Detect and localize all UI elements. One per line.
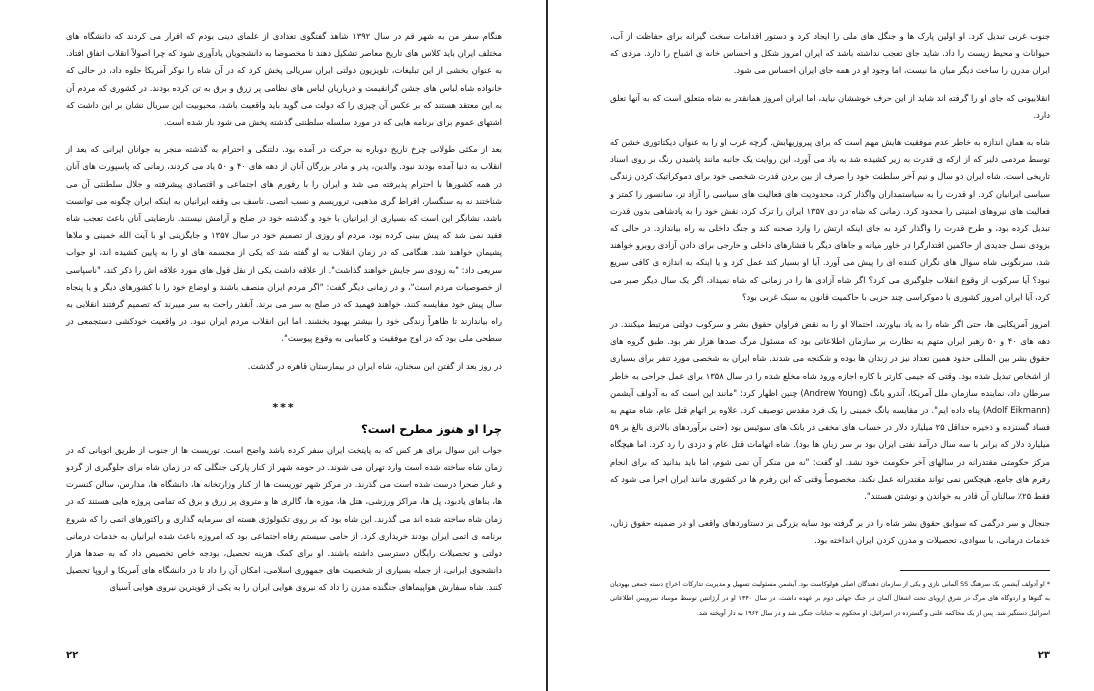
left-paragraph-3: در روز بعد از گفتن این سخنان، شاه ایران در بیمارستان قاهره در گذشت.: [247, 360, 502, 371]
right-page: [548, 0, 1094, 691]
section-paragraph: جواب این سوال برای هر کس که به پایتخت ایران سفر کرده باشد واضح است. توریست ها از جنوب از طریق اتوبانی که در زمان شاه ساخته شده است وارد تهران می شوند. در حومه شهر از کنار پارکی جنگلی که در زمان شاه برای جلوگیری از گردو و غبار صحرا درست شده است می گذرند. در مرکز شهر توریست ها از کنار وزارتخانه ها، دانشگاه ها، مدارس، سالن کنسرت ها، بناهای یادبود، پل ها، مراکز ورزشی، هتل ها، موزه ها، گالری ها و متروی پر زرق و برق که تمامی پروژه هایی هستند که در زمان شاه ساخته شده اند می گذرند. این شاه بود که بر روی تکنولوژی هسته ای سرمایه گذاری و راکتورهای اتمی را که شروع برنامه ی اتمی ایران بودند خریداری کرد. از حامی سیستم رفاه اجتماعی بود که امروزه باعث شده ایرانیان به خدمات درمانی دولتی و تحصیلات رایگان دسترسی داشته باشند. او برای کمک هزینه تحصیل، بودجه خاص تخصیص داد که به صدها هزار دانشجوی ایرانی، از جمله بسیاری از شخصیت های جمهوری اسلامی، امکان آن را داد تا در دانشگاه های آمریکا و اروپا تحصیل کنند. شاه سفارش هواپیماهای جنگنده مدرن را داد که نیروی هوایی ایران را به یکی از قویترین نیروی هوایی آسیای: [66, 444, 502, 593]
left-paragraph-2: بعد از مکثی طولانی چرخ تاریخ دوباره به حرکت در آمده بود. دلتنگی و احترام به گذشته منجر به جوانان ایرانی که بعد از انقلاب به دنیا آمده بودند نبود. والدین، پدر و مادر بزرگان آنان از دهه های ۴۰ و ۵۰ یاد می کردند، زمانی که پاسپورت های آنان در همه کشورها با احترام پذیرفته می شد و ایران را با رفورم های اجتماعی و اقتصادی پیشرفته و جلال سلطنتی آن می شناختند نه به سنگسار، افراط گری مذهبی، تروریسم و نسب انصی. تاسف بی وقفه ایرانیان به اینکه ایران چگونه می توانست باشد، نشانگر این است که بسیاری از ایرانیان با خود و گذشته خود در صلح و آرامش نیستند. نارضایتی آنان باعث تعجب شاه فقید نمی شد که پیش بینی کرده بود، مردم او روزی از تصمیم خود در سال ۱۳۵۷ و جایگزینی او با آیت الله خمینی و ملاها پشیمان خواهند شد. هنگامی که در زمان انقلاب به او گفته شد که یکی از مجسمه های او را به پایین کشیده اند، او جواب سریعی داد: "به زودی سر جایش خواهند گذاشت". از علاقه داشت یکی از نقل قول های مورد علاقه اش را ذکر کند، "ناسپاسی از خصوصیات مردم است"، و در زمانی دیگر گفت: "اگر مردم ایران منصف باشند و اوضاع خود را با کشورهای دیگر و یا پنجاه سال پیش خود مقایسه کنند، خواهند فهمید که در صلح به سر می برند. آنقدر راحت به سر میبرند که تصمیم گرفتند انقلابی به راه بیاندازند تا ظاهراً زندگی خود را بیشتر بهبود بخشند. اما این انقلاب مردم ایران نبود. در واقعیت خودکشی دستجمعی در سطحی ملی بود که در اوج موفقیت و کامیابی به وقوع پیوست".: [66, 144, 503, 344]
right-paragraph-5: جنجال و سر درگمی که سوابق حقوق بشر شاه را در بر گرفته بود سایه بزرگی بر دستاوردهای واقعی او در ضمینه حقوق زنان، خدمات درمانی، با سوادی، تحصیلات و مدرن کردن ایران انداخته بود.: [610, 518, 1050, 546]
left-page: [0, 0, 546, 691]
right-paragraph-2: انقلابیونی که جای او را گرفته اند شاید از این حرف خوششان نیاید، اما ایران امروز همانقدر به شاه متعلق است که به آنها تعلق دارد.: [610, 92, 1050, 120]
right-paragraph-3: شاه به همان اندازه به خاطر عدم موفقیت هایش مهم است که برای پیروزیهایش. گرچه غرب او را به عنوان دیکتاتوری خشن که توسط مردمی دلیر که از ارکه ی قدرت به زیر کشیده شد به یاد می آورد، این روایت یک جانبه مانند پاشیدن رنگ بر روی اسناد تاریخی است. شاه ایران دو سال و نیم آخر سلطنت خود را صرف از بین بردن قدرت شخصی خود برای دموکراتیک کردن زندگی سیاسی ایرانیان کرد. او قدرت را به سیاستمداران واگذار کرد، محدودیت های فعالیت های سیاسی را آزاد تر، سانسور را کمتر و فعالیت های نیروهای امنیتی را محدود کرد. زمانی که شاه در دی ۱۳۵۷ ایران را ترک کرد، نقش خود را به پادشاهی بدون قدرت تبدیل کرده بود، و طرح قدرت را واگذار کرد به جای اینکه ارتش را وارد صحنه کند و جنگ داخلی به راه بیاندازد. در حالی که بزودی نسل جدیدی از حاکمین اقتدارگرا در خاور میانه و جاهای دیگر با فشارهای داخلی و خارجی برای دادن آزادی روبرو خواهند شد، سرنگونی شاه سوال های نگران کننده ای را پیش می آورد. آیا او بسیار کند عمل کرد و یا اینکه به اندازه ی کافی سریع نبود؟ آیا سرکوب از وقوع انقلاب جلوگیری می کرد؟ اگر شاه آزادی ها را در زمانی که شاه نمیداد، اگر یک سال دیگر صبر می کرد، آیا ایران امروز کشوری با دموکراسی چند حزبی با حاکمیت قانون به سبک غربی بود؟: [610, 137, 1050, 302]
right-page-number: ۲۳: [1037, 650, 1050, 661]
section-separator: ***: [272, 400, 296, 414]
section-title: چرا او هنوز مطرح است؟: [361, 421, 502, 436]
right-paragraph-4: امروز آمریکایی ها، حتی اگر شاه را به یاد بیاورند، احتمالا او را به نقض فراوان حقوق بشر و سرکوب دولتی مرتبط میکنند. در دهه های ۴۰ و ۵۰ رهبر ایران متهم به نظارت بر سازمان اطلاعاتی بود که مسئول مرگ صدها هزار نفر بود. طبق گروه های حقوق بشر بین المللی حدود همین تعداد نیز در زندان ها بوده و شکنجه می شدند. شاه ایران به شخصی مورد تنفر برای بسیاری از اشخاص تبدیل شده بود. وقتی که جیمی کارتر با کاره اجازه ورود شاه مخلع شده را در سال ۱۳۵۸ برای عمل جراحی به خاطر سرطان داد، نماینده سازمان ملل آمریکا، آندرو یانگ (Andrew Young) چنین اظهار کرد: "مانند این است که به آدولف آیشمن (Adolf Eikmann) پناه داده ایم". در مقایسه یانگ خمینی را یک فرد مقدس توصیف کرد. علاوه بر اتهام قتل عام، شاه متهم به فساد گسترده و ذخیره حداقل ۲۵ میلیارد دلار در حساب های مخفی در بانک های سوئیس بود (حتی برآوردهای بالاتری بالغ بر ۵۹ میلیارد دلار که برابر با سه سال درآمد نفتی ایران بود بر سر زبان ها بود). شاه اتهامات قتل عام و دزدی را رد کرد. اما هیچگاه مرکز حکومتی مقتدرانه در سالهای آخر حکومت خود نشد. او گفت: "نه من منکر آن نمی شوم، اما باید بدانید که برای انجام رفرم های جامع، هیچکس نمی تواند مقتدرانه عمل نکند. مخصوصاً وقتی که این رفرم ها در کشوری مانند ایران اجرا می شود که فقط ۲۵٪ سالنان آن قادر به خواندن و نوشتن هستند".: [610, 319, 1051, 502]
right-paragraph-1: جنوب غربی تبدیل کرد. او اولین پارک ها و جنگل های ملی را ایجاد کرد و دستور اقدامات سخت گیرانه برای حفاظت از آب، حیوانات و محیط زیست را داد. شاید جای تعجب نداشته باشد که ایران امروز شکل و احساس خانه ی اشباح را دارد. مردی که ایران مدرن را ساخت دیگر میان ما نیست، اما وجود او در همه جای ایران احساس می شود.: [610, 31, 1050, 76]
left-page-number: ۲۲: [66, 650, 79, 661]
left-paragraph-1: هنگام سفر من به شهر قم در سال ۱۳۹۲ شاهد گفتگوی تعدادی از علمای دینی بودم که اقرار می کردند که دانشگاه های مختلف ایران باید کلاس های تاریخ معاصر تشکیل دهند تا مخصوصا به دانشجویان یادآوری شود که چرا اصولاً انقلاب اتفاق افتاد. به عنوان بخشی از این تبلیغات، تلویزیون دولتی ایران سریالی پخش کرد که در آن شاه را نوکر آمریکا جلوه داد، در حالی که خانواده شاه لباس های جشن گرانقیمت و درباریان لباس های نظامی پر زرق و برق به تن کرده بودند. در کشوری که مردم آن به این معتقد هستند که بر عکس آن چیزی را که دولت می گوید باید واقعیت باشد، محبوبیت این سریال نشان بر این داشت که اشتهای عموم برای برنامه هایی که در مورد سلسله سلطنتی گذشته پخش می شود باز شده است.: [66, 31, 502, 128]
footnote-divider: [900, 570, 1050, 571]
footnote: * او آدولف آیشمن یک سرهنگ SS آلمانی نازی و یکی از سازمان دهندگان اصلی هولوکاست بود. آیشمن مسئولیت تسهیل و مدیریت تدارکات اخراج دسته جمعی یهودیان به گتوها و اردوگاه های مرگ در شرق اروپای تحت اشغال آلمان در جنگ جهانی دوم بر عهده داشت. در سال ۱۳۴۰ او در آرژانتین توسط موساد سرویس اطلاعاتی اسرائیل دستگیر شد. پس از یک محاکمه علنی و گسترده در اسرائیل، او محکوم به جنایات جنگی شد و در سال ۱۹۶۲ به دار آویخته شد.: [610, 579, 1050, 617]
